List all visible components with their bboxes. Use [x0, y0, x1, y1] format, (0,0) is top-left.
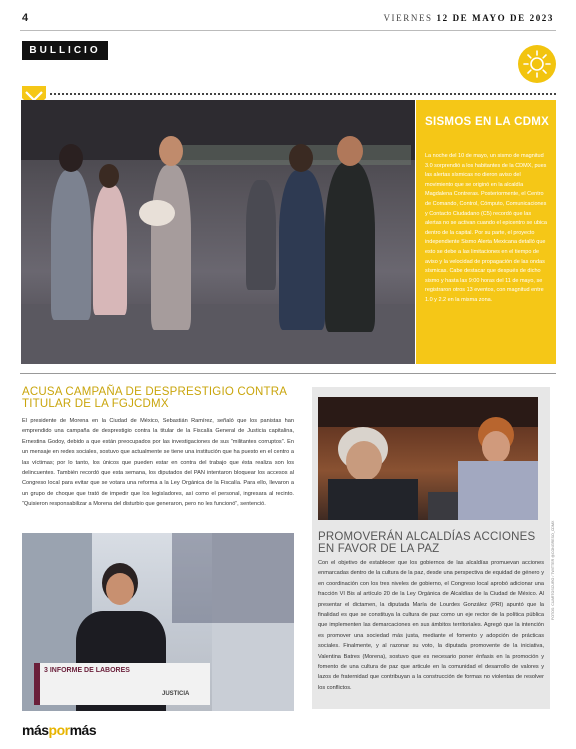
article1-body: El presidente de Morena en la Ciudad de México, Sebastián Ramírez, señaló que los panistas han emprendido una campaña de desprestigio contra la titular de la Fiscalía General de Justicia capitalina, Ernestina Godoy, debido a que están preocupados por las investigaciones de sus “militantes corruptos”. En un mensaje en redes sociales, sostuvo que actualmente se tiene una institución que ha puesto en el centro a las víctimas; por lo tanto, los únicos que pueden estar en contra del trabajo que ésta realiza son los delincuentes. También recordó que esta semana, los diputados del PAN intentaron bloquear los accesos al Congreso local para evitar que se votara una reforma a la Ley Orgánica de la Fiscalía. Para ello, llevaron a un grupo de choque que trató de impedir que los legisladores, así como el personal, ingresara al recinto. “Quisieron responsabilizar a Morena del disturbio que generaron, pero no les funcionó”, sentenció. [22, 418, 294, 508]
section-label: BULLICIO [22, 41, 108, 60]
logo-part1: más [22, 722, 49, 738]
top-rule [20, 30, 556, 31]
photo-sign-line2: JUSTICIA [162, 691, 190, 697]
photo-sign-line1: 3 INFORME DE LABORES [44, 667, 130, 674]
article2-headline: PROMOVERÁN ALCALDÍAS ACCIONES EN FAVOR DE LA PAZ [318, 531, 536, 555]
article2-body: Con el objetivo de establecer que los gobiernos de las alcaldías promuevan acciones enmarcadas dentro de la cultura de la paz, desde una perspectiva de equidad de género y en coordinación con los tres niveles de gobierno, el Congreso local aprobó adicionar una fracción VI Bis al artículo 20 de la Ley Orgánica de Alcaldías de la Ciudad de México. Al presentar el dictamen, la diputada María de Lourdes González (PRI) apuntó que la finalidad es que se constituya la cultura de paz como un eje rector de la política pública que implementen las demarcaciones en sus ámbitos territoriales. Agregó que la intención es promover una sociedad más justa, mediante el fomento y adopción de prácticas sociales. Finalmente, y al razonar su voto, la diputada promovente de la iniciativa, Valentina Batres (Morena), sostuvo que es necesario poner énfasis en la promoción y fomento de una cultura de paz que articule en la comunidad el desarrollo de valores y lazos de fraternidad que contribuyan a la construcción de formas no violentas de resolver los conflictos. [318, 560, 544, 691]
feature-box [416, 100, 556, 364]
earthquake-crowd-photo [21, 100, 415, 364]
logo-part2: por [48, 722, 70, 738]
feature-text: La noche del 10 de mayo, un sismo de magnitud 3.0 sorprendió a los habitantes de la CDMX, pues las alertas sísmicas no dieron aviso del movimiento que se originó en la alcaldía Magdalena Contreras. Posteriormente, el Centro de Comando, Control, Cómputo, Comunicaciones y Contacto Ciudadano (C5) recordó que las alertas no se activan cuando el epicentro se ubica dentro de la capital. Por su parte, el proyecto independiente Sismo Alerta Mexicana detalló que esto se debe a las limitaciones en el tiempo de aviso y la velocidad de propagación de las ondas sísmicas. Cabe destacar que después de dicho sismo y hasta las 9:00 horas del 11 de mayo, se registraron otros 13 eventos, con magnitud entre 1.0 y 2.2 en la misma zona. [425, 153, 547, 303]
page-number: 4 [22, 12, 29, 24]
date-weekday: VIERNES [383, 13, 433, 23]
sun-icon [518, 45, 556, 83]
article1-headline: ACUSA CAMPAÑA DE DESPRESTIGIO CONTRA TITULAR DE LA FGJCDMX [22, 386, 287, 410]
press-conference-photo [22, 533, 294, 711]
feature-title: SISMOS EN LA CDMX [425, 116, 550, 128]
dateline [383, 13, 554, 23]
publication-logo [22, 722, 96, 738]
date-value: 12 DE MAYO DE 2023 [436, 13, 554, 23]
photo-credit: FOTOS: CUARTOSCURO / TWITTER @CONGRESO_CDMX [551, 520, 555, 620]
logo-part3: más [69, 722, 97, 738]
dotted-rule [50, 93, 556, 95]
middle-rule [20, 373, 556, 374]
congress-session-photo [318, 397, 538, 520]
